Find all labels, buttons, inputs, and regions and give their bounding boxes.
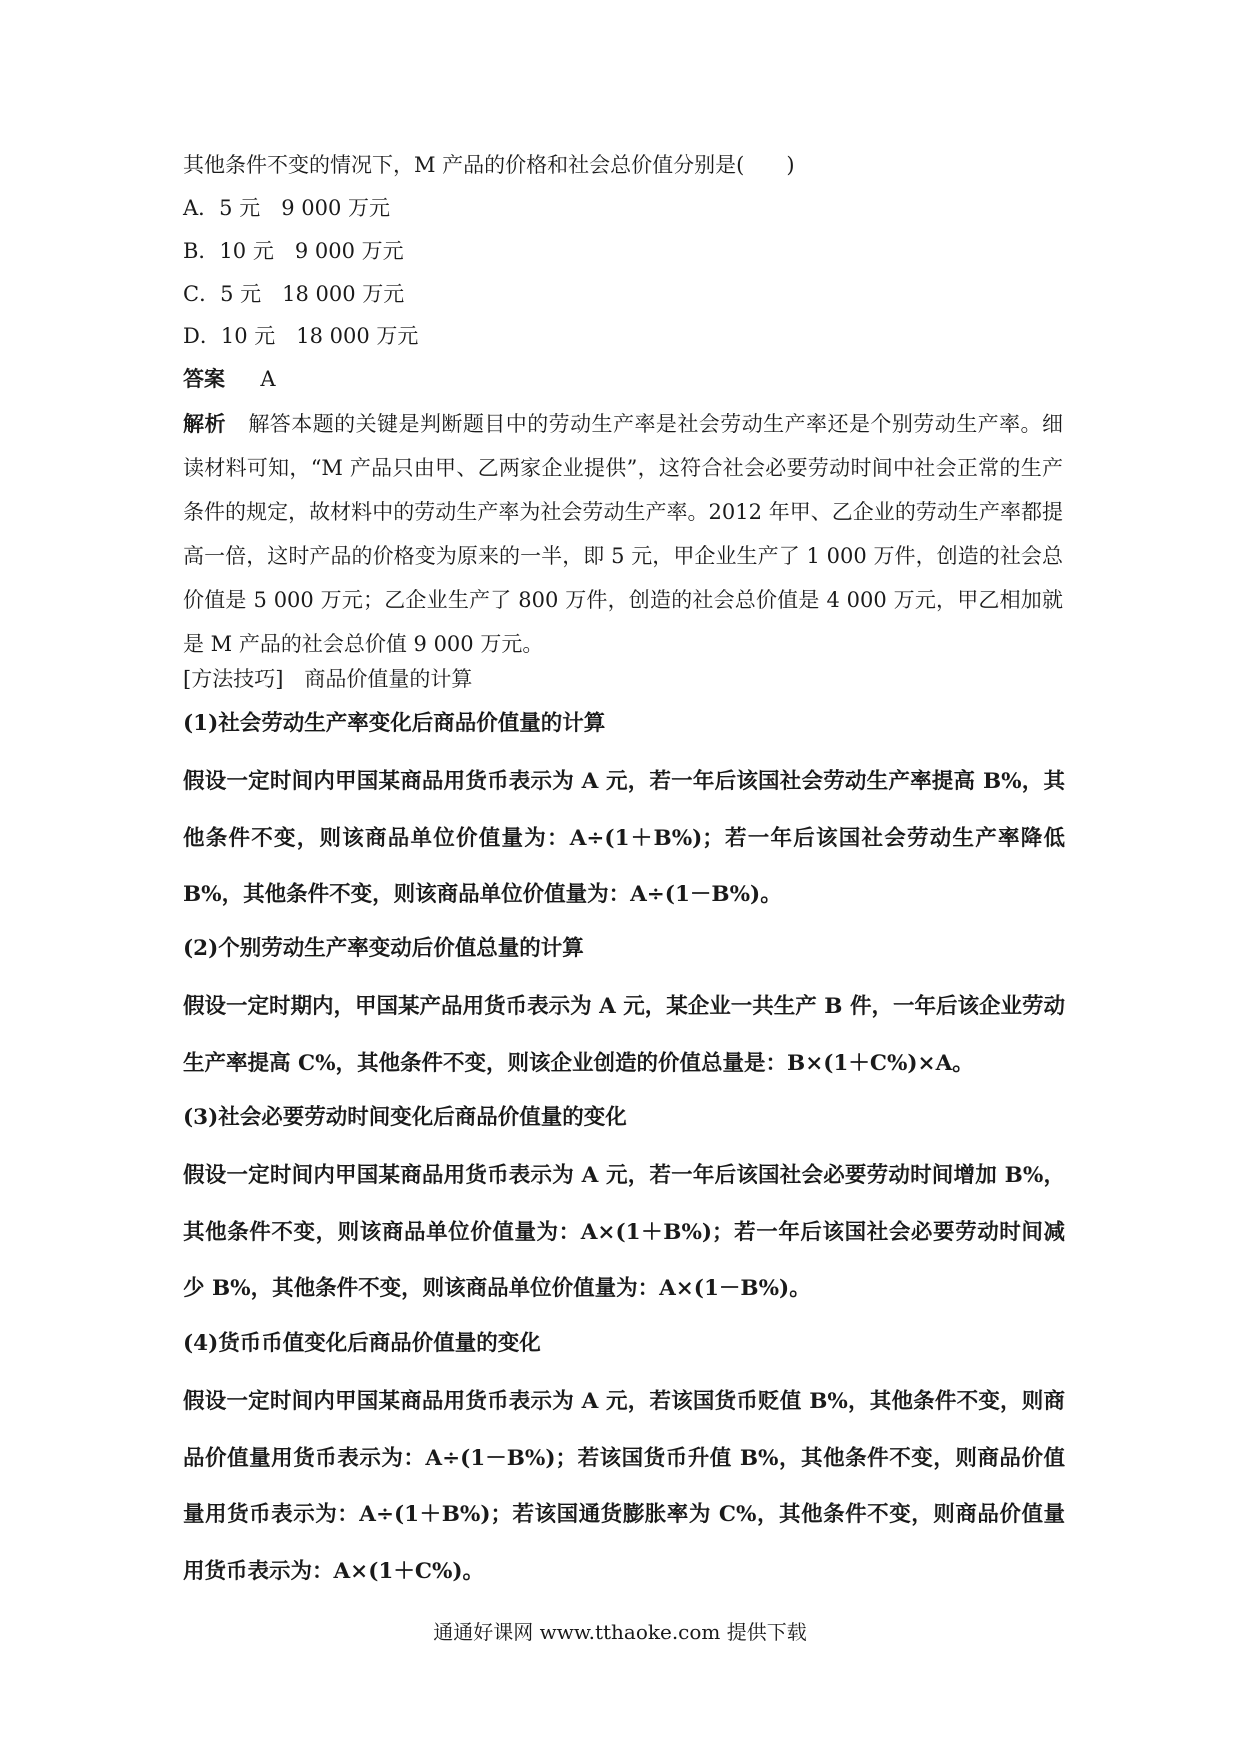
- section-4-title: (4)货币币值变化后商品价值量的变化: [183, 1331, 541, 1356]
- section-2-title: (2)个别劳动生产率变动后价值总量的计算: [183, 936, 584, 961]
- answer-value: A: [260, 367, 276, 391]
- section-3-body: 假设一定时间内甲国某商品用货币表示为 A 元，若一年后该国社会必要劳动时间增加 B%，其他条件不变，则该商品单位价值量为：A×(1＋B%)；若一年后该国社会必要劳动时间减少 B%，其他条件不变，则该商品单位价值量为：A×(1－B%)。: [183, 1163, 1065, 1301]
- section-3-title: (3)社会必要劳动时间变化后商品价值量的变化: [183, 1105, 627, 1130]
- page-footer: 通通好课网 www.tthaoke.com 提供下载: [433, 1620, 807, 1644]
- option-c: C．5 元 18 000 万元: [183, 282, 405, 306]
- option-a: A．5 元 9 000 万元: [183, 196, 390, 220]
- section-2-body: 假设一定时期内，甲国某产品用货币表示为 A 元，某企业一共生产 B 件，一年后该企业劳动生产率提高 C%，其他条件不变，则该企业创造的价值总量是：B×(1＋C%)×A。: [183, 994, 1065, 1076]
- analysis-label: 解析: [183, 411, 226, 436]
- analysis-paragraph: [183, 402, 1063, 666]
- section-4-body: 假设一定时间内甲国某商品用货币表示为 A 元，若该国货币贬值 B%，其他条件不变，则商品价值量用货币表示为：A÷(1－B%)；若该国货币升值 B%，其他条件不变，则商品价值量用货币表示为：A÷(1＋B%)；若该国通货膨胀率为 C%，其他条件不变，则商品价值量用货币表示为：A×(1＋C%)。: [183, 1389, 1065, 1584]
- question-stem: 其他条件不变的情况下，M 产品的价格和社会总价值分别是( ): [183, 153, 795, 177]
- section-1-title: (1)社会劳动生产率变化后商品价值量的计算: [183, 711, 606, 736]
- option-b: B．10 元 9 000 万元: [183, 239, 404, 263]
- answer-label: 答案: [183, 366, 225, 391]
- option-d: D．10 元 18 000 万元: [183, 324, 419, 348]
- method-heading: [方法技巧] 商品价值量的计算: [183, 667, 473, 691]
- section-1-body: 假设一定时间内甲国某商品用货币表示为 A 元，若一年后该国社会劳动生产率提高 B%，其他条件不变，则该商品单位价值量为：A÷(1＋B%)；若一年后该国社会劳动生产率降低 B%，其他条件不变，则该商品单位价值量为：A÷(1－B%)。: [183, 769, 1065, 907]
- analysis-text: 解答本题的关键是判断题目中的劳动生产率是社会劳动生产率还是个别劳动生产率。细读材料可知，“M 产品只由甲、乙两家企业提供”，这符合社会必要劳动时间中社会正常的生产条件的规定，故材料中的劳动生产率为社会劳动生产率。2012 年甲、乙企业的劳动生产率都提高一倍，这时产品的价格变为原来的一半，即 5 元，甲企业生产了 1 000 万件，创造的社会总价值是 5 000 万元；乙企业生产了 800 万件，创造的社会总价值是 4 000 万元，甲乙相加就是 M 产品的社会总价值 9 000 万元。: [183, 412, 1064, 656]
- answer-line: [183, 365, 276, 393]
